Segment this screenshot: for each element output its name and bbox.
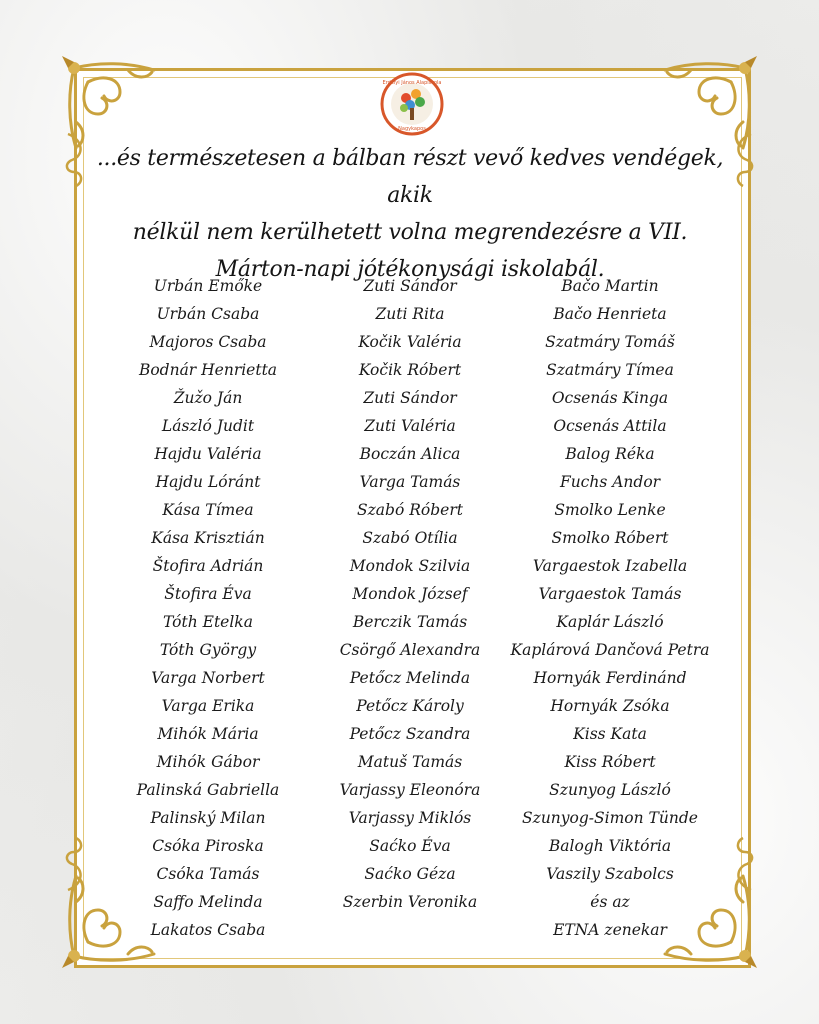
guest-name: Mihók Gábor bbox=[156, 753, 260, 771]
guest-name: Palinská Gabriella bbox=[136, 781, 280, 799]
guest-name: Palinský Milan bbox=[150, 809, 266, 827]
guest-name: Mondok József bbox=[352, 585, 468, 603]
guest-name: ETNA zenekar bbox=[553, 921, 667, 939]
guest-name: Ocsenás Kinga bbox=[551, 389, 669, 407]
guest-name: Vaszily Szabolcs bbox=[546, 865, 674, 883]
guest-name: Smolko Lenke bbox=[554, 501, 666, 519]
guest-name: Kása Tímea bbox=[162, 501, 254, 519]
guest-name: Csóka Tamás bbox=[156, 865, 260, 883]
guest-name: Boczán Alica bbox=[359, 445, 461, 463]
guest-name: Csörgő Alexandra bbox=[339, 641, 481, 659]
guest-name: Balogh Viktória bbox=[548, 837, 672, 855]
guest-name: Tóth Etelka bbox=[163, 613, 253, 631]
guest-name: Szabó Otília bbox=[362, 529, 458, 547]
guest-name: Urbán Csaba bbox=[156, 305, 260, 323]
guest-name: Saćko Géza bbox=[364, 865, 456, 883]
guest-name: Bačo Martin bbox=[561, 277, 659, 295]
guest-name: Ocsenás Attila bbox=[553, 417, 667, 435]
guest-name: Fuchs Andor bbox=[559, 473, 661, 491]
guest-name: Bodnár Henrietta bbox=[138, 361, 278, 379]
guest-name: Szatmáry Tímea bbox=[546, 361, 674, 379]
guest-name: Varga Tamás bbox=[359, 473, 461, 491]
guest-name: Saffo Melinda bbox=[153, 893, 263, 911]
guest-name: Hajdu Lóránt bbox=[155, 473, 261, 491]
guest-name: Mihók Mária bbox=[157, 725, 259, 743]
guest-name: Kočik Róbert bbox=[358, 361, 462, 379]
school-logo-icon bbox=[380, 72, 444, 136]
guest-name: Kočik Valéria bbox=[358, 333, 462, 351]
guest-name: Bačo Henrieta bbox=[553, 305, 667, 323]
guest-column-2 bbox=[320, 272, 500, 916]
guest-name: Szunyog-Simon Tünde bbox=[522, 809, 698, 827]
guest-name: Hajdu Valéria bbox=[154, 445, 262, 463]
guest-name: Kaplárová Dančová Petra bbox=[510, 641, 710, 659]
guest-name: Kiss Róbert bbox=[564, 753, 656, 771]
guest-name: Hornyák Ferdinánd bbox=[533, 669, 687, 687]
guest-name: Kaplár László bbox=[556, 613, 664, 631]
guest-name: Petőcz Károly bbox=[356, 697, 464, 715]
guest-name: Hornyák Zsóka bbox=[550, 697, 670, 715]
guest-name: Zuti Sándor bbox=[363, 389, 457, 407]
guest-name: Kása Krisztián bbox=[151, 529, 265, 547]
guest-name: Žužo Ján bbox=[173, 389, 243, 407]
guest-name: Kiss Kata bbox=[573, 725, 647, 743]
guest-name: Szerbin Veronika bbox=[342, 893, 478, 911]
guest-name: Varjassy Eleonóra bbox=[339, 781, 481, 799]
guest-name: László Judit bbox=[161, 417, 255, 435]
guest-name: Szunyog László bbox=[549, 781, 671, 799]
guest-name: Zuti Sándor bbox=[363, 277, 457, 295]
guest-list bbox=[0, 272, 819, 952]
guest-name: Lakatos Csaba bbox=[150, 921, 266, 939]
guest-name: Szabó Róbert bbox=[357, 501, 463, 519]
guest-column-1 bbox=[118, 272, 298, 944]
guest-name: Majoros Csaba bbox=[149, 333, 267, 351]
guest-name: Petőcz Szandra bbox=[349, 725, 471, 743]
logo-bottom-text: Nagykapos bbox=[398, 126, 426, 132]
guest-name: Matuš Tamás bbox=[357, 753, 463, 771]
guest-name: Zuti Valéria bbox=[364, 417, 456, 435]
guest-name: Berczik Tamás bbox=[352, 613, 468, 631]
guest-name: Smolko Róbert bbox=[551, 529, 669, 547]
guest-name: Urbán Emőke bbox=[153, 277, 263, 295]
guest-name: Varjassy Miklós bbox=[348, 809, 472, 827]
guest-name: Tóth György bbox=[159, 641, 257, 659]
guest-name: Saćko Éva bbox=[369, 837, 451, 855]
guest-name: Zuti Rita bbox=[375, 305, 445, 323]
guest-name: Štofira Éva bbox=[164, 585, 252, 603]
guest-name: Csóka Piroska bbox=[152, 837, 264, 855]
guest-column-3 bbox=[500, 272, 720, 944]
guest-name: és az bbox=[590, 893, 630, 911]
logo-top-text: Erdélyi János Alapiskola bbox=[382, 80, 442, 86]
guest-name: Szatmáry Tomáš bbox=[545, 333, 675, 351]
intro-line-2: nélkül nem kerülhetett volna megrendezésre a VII. bbox=[132, 220, 688, 245]
guest-name: Balog Réka bbox=[565, 445, 655, 463]
guest-name: Vargaestok Izabella bbox=[532, 557, 688, 575]
guest-name: Mondok Szilvia bbox=[349, 557, 471, 575]
guest-name: Vargaestok Tamás bbox=[538, 585, 682, 603]
guest-name: Varga Erika bbox=[161, 697, 255, 715]
intro-line-1: ...és természetesen a bálban részt vevő kedves vendégek, akik bbox=[96, 146, 724, 208]
intro-text bbox=[80, 140, 740, 288]
guest-name: Varga Norbert bbox=[151, 669, 265, 687]
guest-name: Petőcz Melinda bbox=[349, 669, 471, 687]
intro-line-3: Márton-napi jótékonysági iskolabál. bbox=[215, 257, 605, 282]
guest-name: Štofira Adrián bbox=[152, 557, 264, 575]
